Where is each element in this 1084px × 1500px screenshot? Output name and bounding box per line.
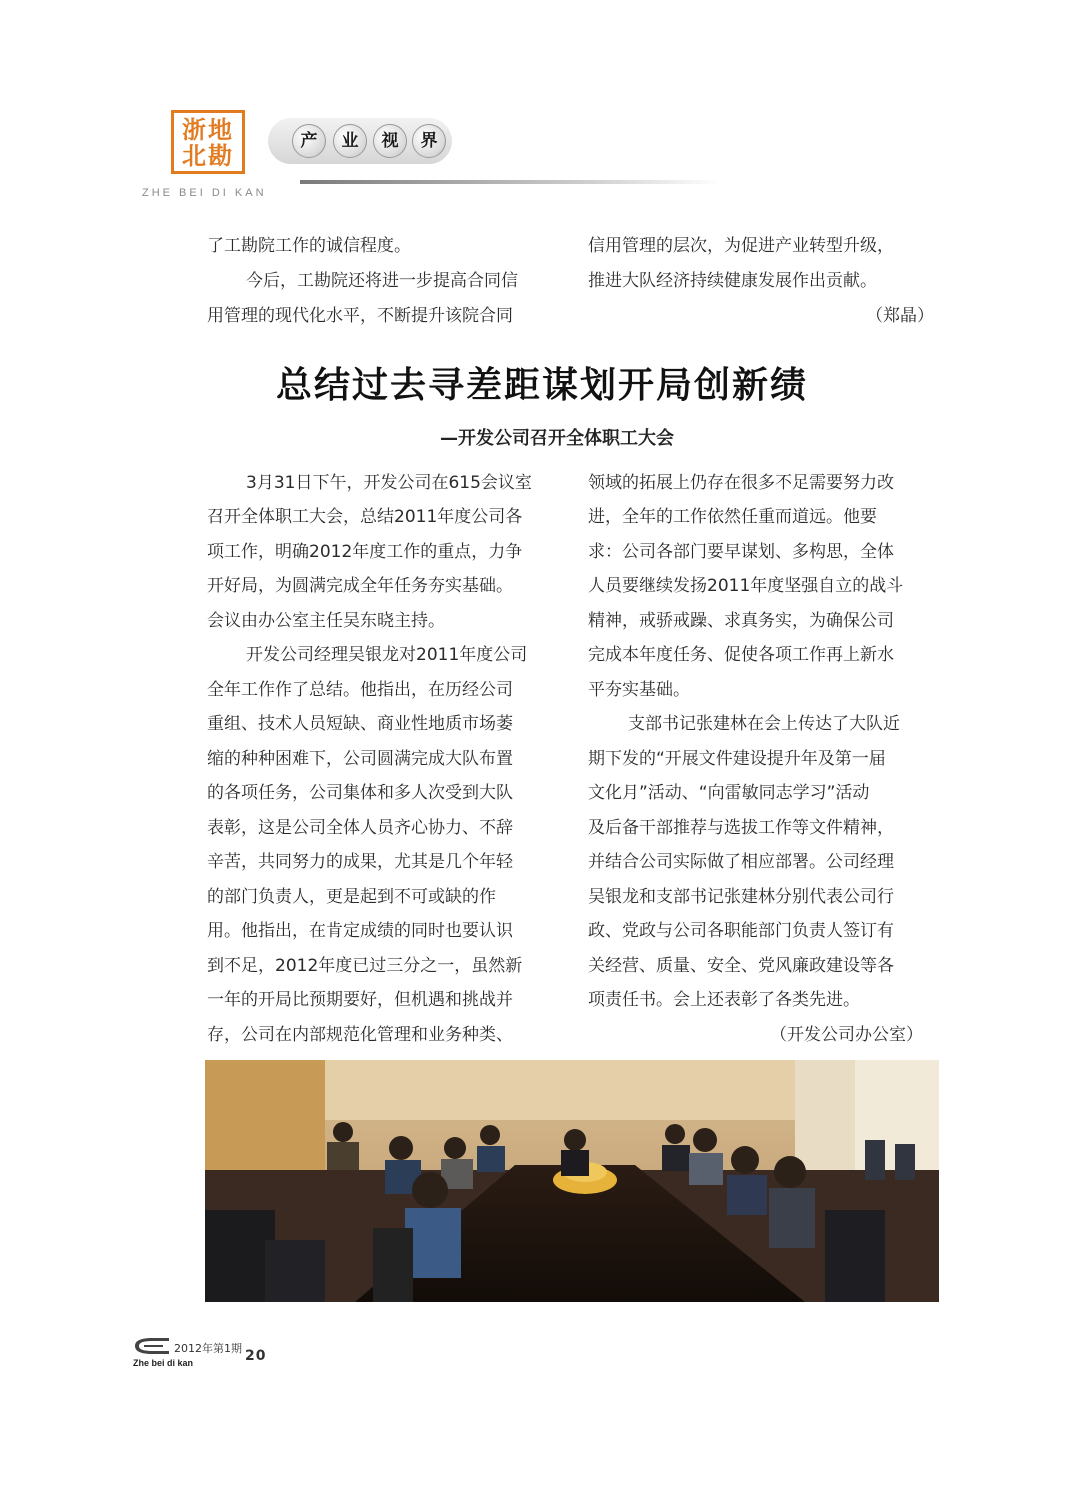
right-col-line: 政、党政与公司各职能部门负责人签订有	[588, 921, 894, 941]
left-col-line: 开好局，为圆满完成全年任务夯实基础。	[207, 576, 513, 596]
left-col-line: 的部门负责人，更是起到不可或缺的作	[207, 887, 496, 907]
right-col-line: 人员要继续发扬2011年度坚强自立的战斗	[588, 576, 904, 596]
right-col-line: 求：公司各部门要早谋划、多构思，全体	[588, 542, 894, 562]
left-col-line: 的各项任务，公司集体和多人次受到大队	[207, 783, 513, 803]
header-rule	[300, 180, 720, 184]
issue-label: 2012年第1期	[174, 1342, 242, 1355]
article-subtitle: —开发公司召开全体职工大会	[440, 428, 674, 449]
right-col-line: 精神，戒骄戒躁、求真务实，为确保公司	[588, 611, 894, 631]
prev-left-line: 今后，工勘院还将进一步提高合同信	[246, 271, 518, 291]
left-col-line: 重组、技术人员短缺、商业性地质市场萎	[207, 714, 513, 734]
article-credit: （开发公司办公室）	[770, 1025, 923, 1045]
logo-char-1: 浙	[182, 115, 206, 144]
right-col-line: 完成本年度任务、促使各项工作再上新水	[588, 645, 894, 665]
left-col-line: 召开全体职工大会，总结2011年度公司各	[207, 507, 523, 527]
left-col-line: 辛苦，共同努力的成果，尤其是几个年轻	[207, 852, 513, 872]
right-col-line: 及后备干部推荐与选拔工作等文件精神，	[588, 818, 894, 838]
prev-left-line: 用管理的现代化水平，不断提升该院合同	[207, 306, 513, 326]
right-col-line: 项责任书。会上还表彰了各类先进。	[588, 990, 860, 1010]
prev-right-line: 推进大队经济持续健康发展作出贡献。	[588, 271, 877, 291]
left-col-line: 到不足，2012年度已过三分之一，虽然新	[207, 956, 523, 976]
page-number: 20	[245, 1348, 267, 1364]
left-col-line: 用。他指出，在肯定成绩的同时也要认识	[207, 921, 513, 941]
section-char-4: 界	[412, 124, 446, 158]
right-col-line: 期下发的“开展文件建设提升年及第一届	[588, 749, 886, 769]
right-col-line: 进，全年的工作依然任重而道远。他要	[588, 507, 877, 527]
magazine-logo	[171, 110, 245, 174]
meeting-photo	[205, 1060, 939, 1302]
left-col-line: 缩的种种困难下，公司圆满完成大队布置	[207, 749, 513, 769]
right-col-line: 关经营、质量、安全、党风廉政建设等各	[588, 956, 894, 976]
left-col-line: 3月31日下午，开发公司在615会议室	[246, 473, 532, 493]
left-col-line: 存，公司在内部规范化管理和业务种类、	[207, 1025, 513, 1045]
left-col-line: 全年工作作了总结。他指出，在历经公司	[207, 680, 513, 700]
right-col-line: 领域的拓展上仍存在很多不足需要努力改	[588, 473, 894, 493]
right-col-line: 平夯实基础。	[588, 680, 690, 700]
footer-latin-text: Zhe bei di kan	[133, 1358, 194, 1368]
left-col-line: 一年的开局比预期要好，但机遇和挑战并	[207, 990, 513, 1010]
prev-right-line: 信用管理的层次，为促进产业转型升级，	[588, 236, 894, 256]
logo-char-2: 地	[208, 115, 232, 144]
section-char-3: 视	[373, 124, 407, 158]
article-title: 总结过去寻差距谋划开局创新绩	[275, 364, 808, 406]
section-char-1: 产	[292, 124, 326, 158]
prev-left-line: 了工勘院工作的诚信程度。	[207, 236, 411, 256]
logo-char-3: 北	[182, 141, 206, 170]
logo-char-4: 勘	[208, 141, 232, 170]
right-col-line: 并结合公司实际做了相应部署。公司经理	[588, 852, 894, 872]
prev-credit: （郑晶）	[866, 306, 934, 326]
right-col-line: 文化月”活动、“向雷敏同志学习”活动	[588, 783, 870, 803]
left-col-line: 开发公司经理吴银龙对2011年度公司	[246, 645, 528, 665]
left-col-line: 会议由办公室主任吴东晓主持。	[207, 611, 445, 631]
section-char-2: 业	[333, 124, 367, 158]
right-col-line: 吴银龙和支部书记张建林分别代表公司行	[588, 887, 894, 907]
left-col-line: 表彰，这是公司全体人员齐心协力、不辞	[207, 818, 513, 838]
left-col-line: 项工作，明确2012年度工作的重点，力争	[207, 542, 523, 562]
logo-latin-text: ZHE BEI DI KAN	[142, 187, 267, 199]
footer-logo-icon	[133, 1336, 171, 1356]
meeting-photo-illustration	[205, 1060, 939, 1302]
right-col-line: 支部书记张建林在会上传达了大队近	[628, 714, 900, 734]
